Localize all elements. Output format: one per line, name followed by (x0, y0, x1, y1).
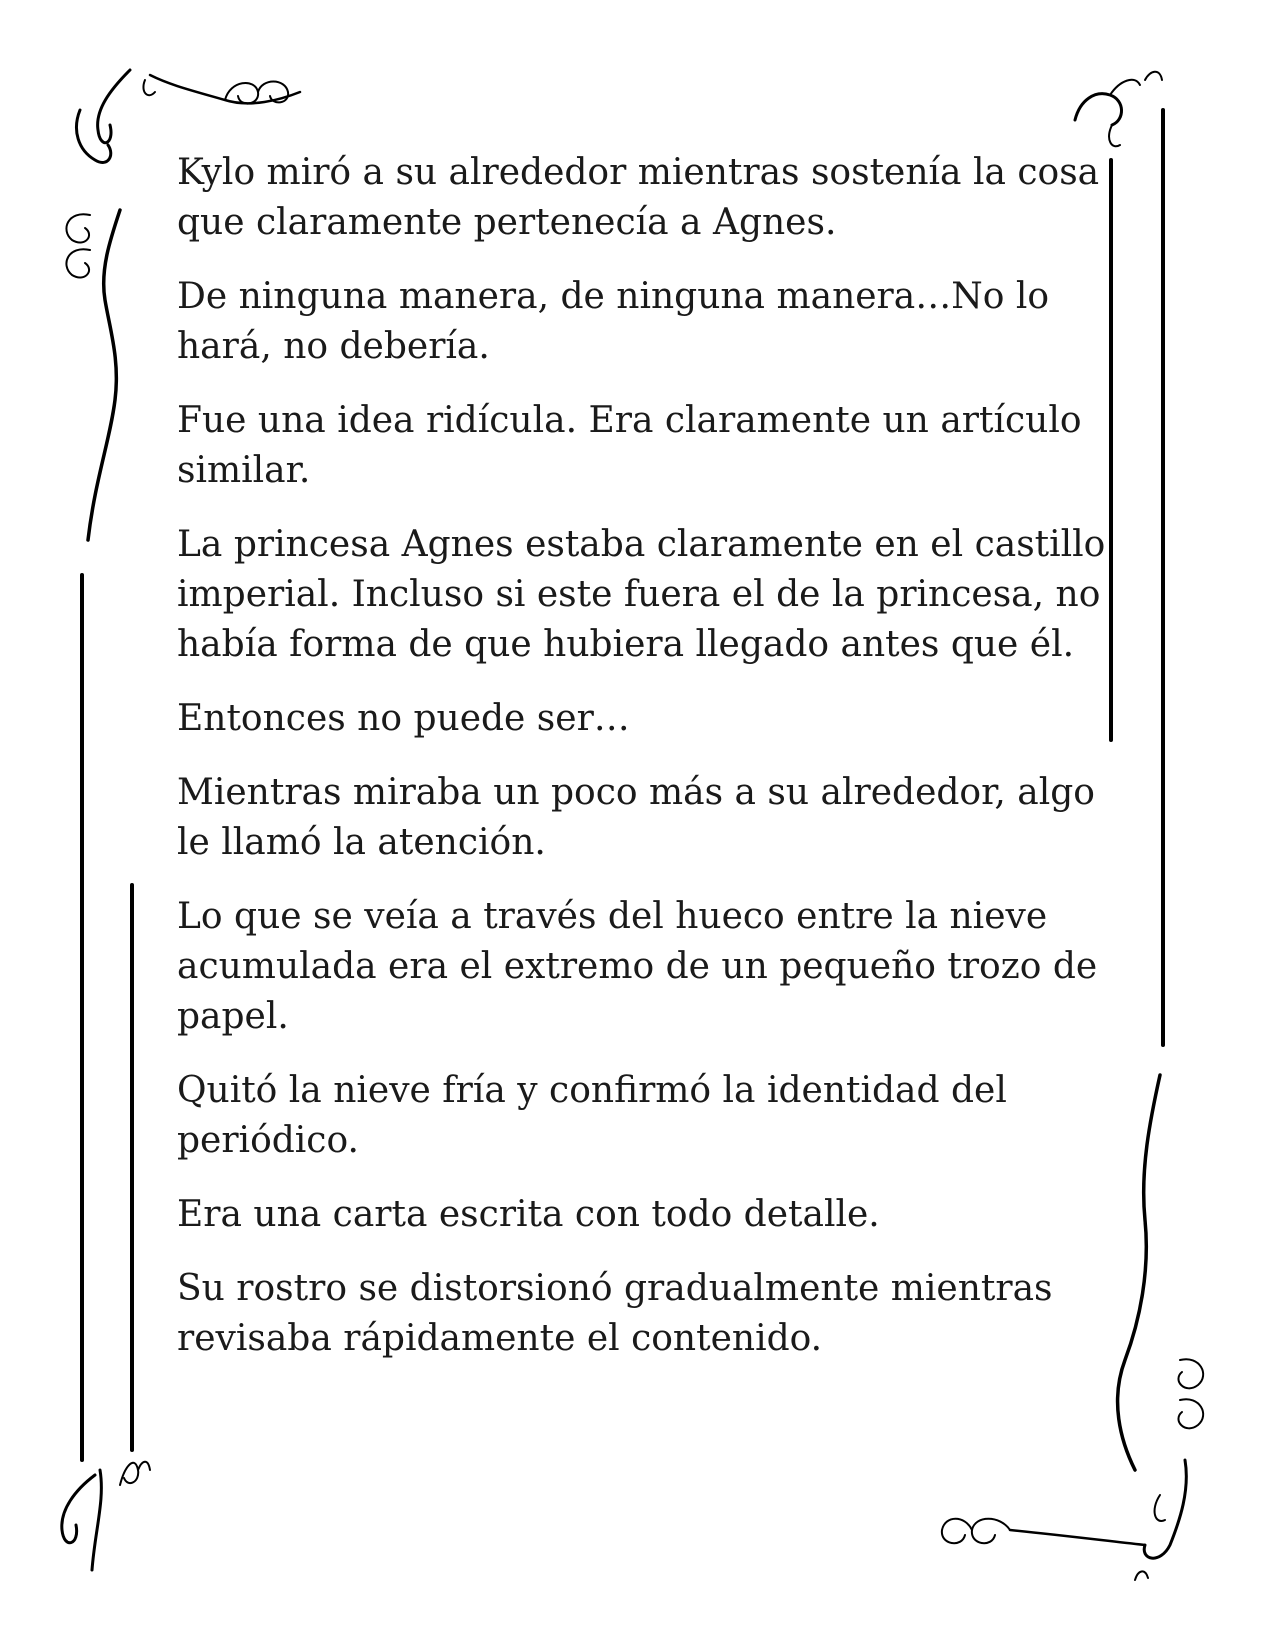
paragraph: Quitó la nieve fría y confirmó la identidad del periódico. (177, 1070, 1007, 1161)
paragraph: De ninguna manera, de ninguna manera…No lo hará, no debería. (177, 276, 1050, 367)
bottom-left-flourish-icon (62, 1462, 150, 1570)
paragraph: Lo que se veía a través del hueco entre la nieve acumulada era el extremo de un pequeño trozo de papel. (177, 896, 1098, 1037)
paragraph: Entonces no puede ser… (177, 698, 630, 739)
body-text (177, 148, 1117, 1388)
paragraph: Kylo miró a su alrededor mientras sostenía la cosa que claramente pertenecía a Agnes. (177, 152, 1100, 243)
paragraph: Era una carta escrita con todo detalle. (177, 1194, 880, 1235)
paragraph: Su rostro se distorsionó gradualmente mientras revisaba rápidamente el contenido. (177, 1268, 1053, 1359)
paragraph: La princesa Agnes estaba claramente en el castillo imperial. Incluso si este fuera el de la princesa, no había forma de que hubiera llegado antes que él. (177, 524, 1106, 665)
paragraph: Fue una idea ridícula. Era claramente un artículo similar. (177, 400, 1082, 491)
top-right-flourish-icon (1075, 72, 1162, 147)
paragraph: Mientras miraba un poco más a su alrededor, algo le llamó la atención. (177, 772, 1095, 863)
